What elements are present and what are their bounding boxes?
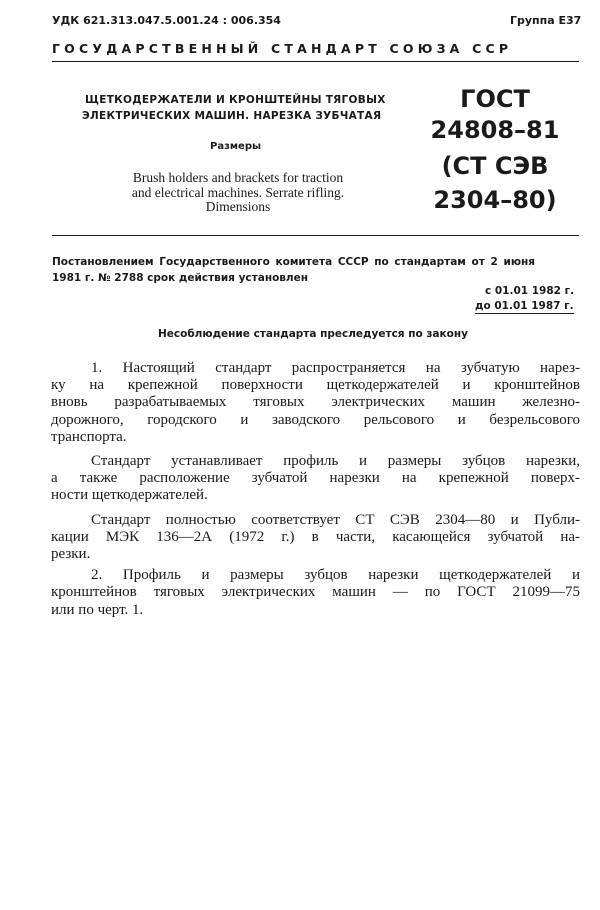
text-line: 2. Профиль и размеры зубцов нарезки щеткодержателей и (91, 567, 580, 584)
group-code: Группа Е37 (510, 14, 582, 27)
text-line: транспорта. (51, 428, 127, 445)
text-line: дорожного, городского и заводского рельсового и безрельсового (51, 411, 580, 428)
top-divider (52, 61, 579, 62)
text-line: а также расположение зубчатой нарезки на крепежной поверх- (51, 470, 580, 487)
text-line: Стандарт устанавливает профиль и размеры зубцов нарезки, (91, 453, 580, 470)
middle-divider (52, 235, 579, 236)
text-line: резки. (51, 546, 91, 563)
title-en-line-2: and electrical machines. Serrate rifling. (131, 185, 345, 200)
text-line: 1. Настоящий стандарт распространяется на зубчатую нарез- (91, 360, 580, 376)
text-line: кронштейнов тяговых электрических машин — по ГОСТ 21099—75 (51, 584, 580, 601)
title-ru-line-1: ЩЕТКОДЕРЖАТЕЛИ И КРОНШТЕЙНЫ ТЯГОВЫХ (85, 94, 386, 106)
body-text (51, 360, 580, 619)
text-line: или по черт. 1. (51, 601, 144, 618)
designation-st-sev-number: 2304–80) (433, 186, 557, 214)
decree-line-1: Постановлением Государственного комитета СССР по стандартам от 2 июня (52, 256, 536, 268)
text-line: ности щеткодержателей. (51, 487, 208, 504)
designation-gost: ГОСТ (460, 85, 530, 113)
decree-line-2: 1981 г. № 2788 срок действия установлен (52, 272, 308, 284)
text-line: кации МЭК 136—2А (1972 г.) в части, касающейся зубчатой на- (51, 528, 580, 545)
designation-st-sev: (СТ СЭВ (441, 152, 549, 180)
state-standard-heading: ГОСУДАРСТВЕННЫЙ СТАНДАРТ СОЮЗА ССР (52, 41, 513, 56)
designation-number: 24808–81 (430, 116, 560, 144)
udk-code: УДК 621.313.047.5.001.24 : 006.354 (52, 14, 281, 27)
paragraph-3 (51, 511, 580, 564)
paragraph-4 (51, 567, 580, 619)
validity-to: до 01.01 1987 г. (475, 300, 574, 312)
title-ru-subtitle: Размеры (210, 141, 262, 152)
paragraph-2 (51, 453, 580, 505)
validity-from: с 01.01 1982 г. (485, 285, 575, 297)
title-en-line-1: Brush holders and brackets for traction (132, 170, 344, 185)
paragraph-1 (51, 360, 580, 446)
title-en-line-3: Dimensions (205, 199, 271, 214)
title-ru-line-2: ЭЛЕКТРИЧЕСКИХ МАШИН. НАРЕЗКА ЗУБЧАТАЯ (82, 110, 382, 122)
text-line: Стандарт полностью соответствует СТ СЭВ 2304—80 и Публи- (91, 511, 580, 528)
text-line: ку на крепежной поверхности щеткодержателей и кронштейнов (51, 377, 580, 394)
legal-warning: Несоблюдение стандарта преследуется по закону (158, 328, 468, 340)
text-line: вновь разрабатываемых тяговых электрических машин железно- (51, 394, 580, 411)
